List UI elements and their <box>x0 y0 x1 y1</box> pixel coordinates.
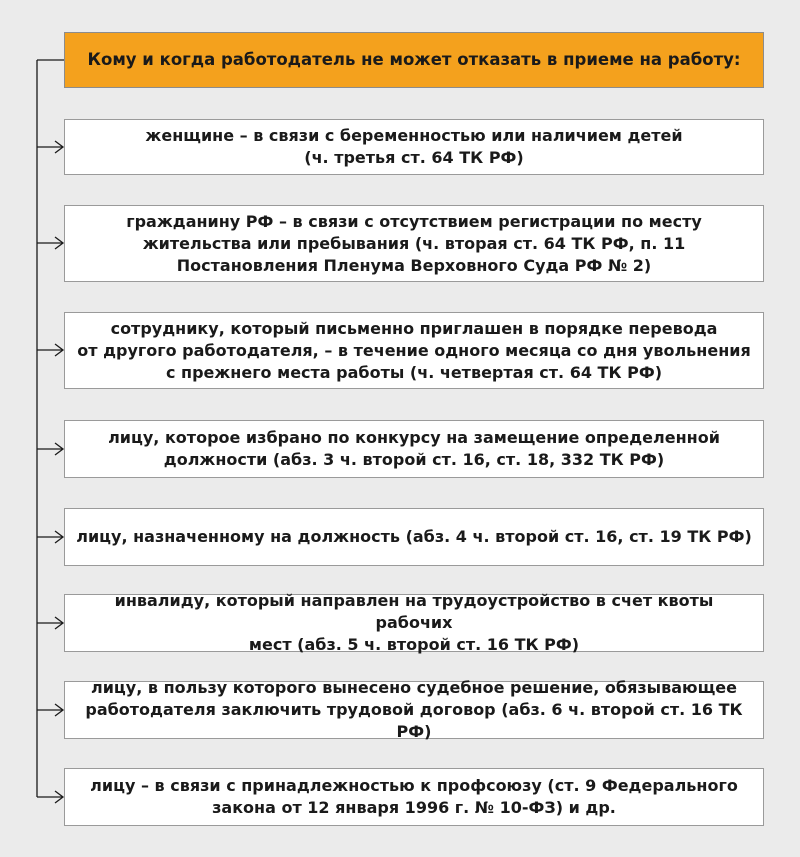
item-text: гражданину РФ – в связи с отсутствием регистрации по месту жительства или пребывания (ч. вторая ст. 64 ТК РФ, п. 11 Постановления Пленума Верховного Суда РФ № 2) <box>126 211 702 275</box>
item-box-8 <box>64 768 764 826</box>
item-text: сотруднику, который письменно приглашен в порядке перевода от другого работодателя, – в течение одного месяца со дня увольнения с прежнего места работы (ч. четвертая ст. 64 ТК РФ) <box>77 318 751 382</box>
item-text: лицу, в пользу которого вынесено судебное решение, обязывающее работодателя заключить трудовой договор (абз. 6 ч. второй ст. 16 ТК РФ) <box>85 678 743 741</box>
item-arrow-1 <box>37 141 63 153</box>
item-arrow-3 <box>37 344 63 356</box>
item-text: лицу, назначенному на должность (абз. 4 ч. второй ст. 16, ст. 19 ТК РФ) <box>76 527 752 546</box>
item-text: лицу, которое избрано по конкурсу на замещение определенной должности (абз. 3 ч. второй ст. 16, ст. 18, 332 ТК РФ) <box>108 428 720 469</box>
item-arrow-4 <box>37 443 63 455</box>
item-box-5 <box>64 508 764 566</box>
item-arrow-2 <box>37 237 63 249</box>
item-arrow-8 <box>37 791 63 803</box>
item-text: лицу – в связи с принадлежностью к профсоюзу (ст. 9 Федерального закона от 12 января 1996 г. № 10-ФЗ) и др. <box>90 776 738 817</box>
diagram-title-box <box>64 32 764 88</box>
diagram-title: Кому и когда работодатель не может отказать в приеме на работу: <box>87 50 741 69</box>
item-box-2 <box>64 205 764 282</box>
item-text: женщине – в связи с беременностью или наличием детей (ч. третья ст. 64 ТК РФ) <box>145 126 683 167</box>
item-arrow-7 <box>37 704 63 716</box>
item-box-7 <box>64 678 764 741</box>
item-text: инвалиду, который направлен на трудоустройство в счет квоты рабочих мест (абз. 5 ч. второй ст. 16 ТК РФ) <box>114 591 714 654</box>
item-box-3 <box>64 312 764 389</box>
item-arrow-5 <box>37 531 63 543</box>
item-arrow-6 <box>37 617 63 629</box>
item-box-6 <box>64 591 764 654</box>
item-box-4 <box>64 420 764 478</box>
item-box-1 <box>64 119 764 175</box>
